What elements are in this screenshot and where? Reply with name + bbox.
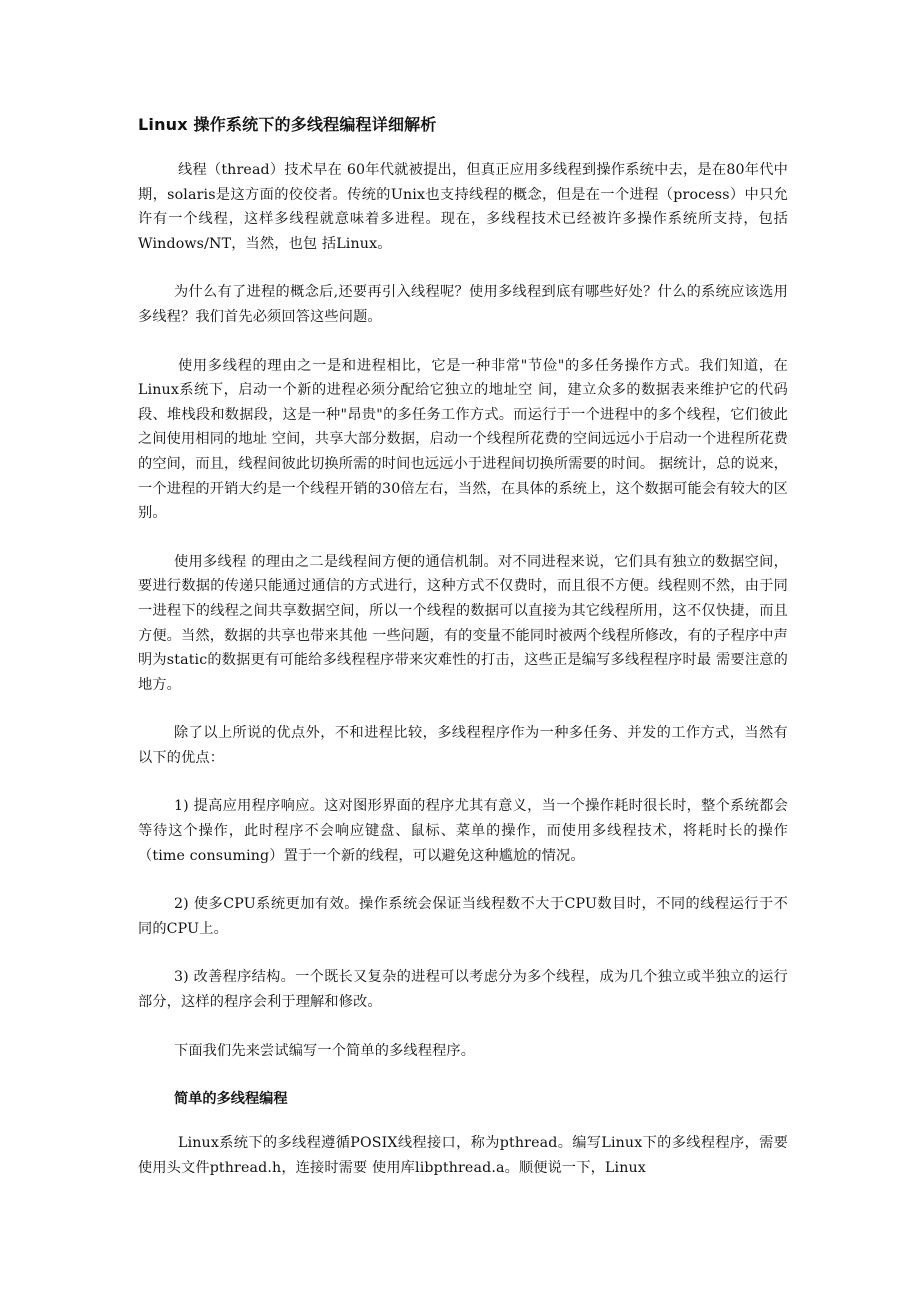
paragraph-intro-example: 下面我们先来尝试编写一个简单的多线程程序。: [174, 1042, 476, 1059]
list-item-program-structure: 3) 改善程序结构。一个既长又复杂的进程可以考虑分为多个线程，成为几个独立或半独立的运行部分，这样的程序会利于理解和修改。: [138, 969, 788, 1011]
paragraph-other-advantages: 除了以上所说的优点外，不和进程比较，多线程程序作为一种多任务、并发的工作方式，当然有以下的优点：: [138, 725, 788, 766]
paragraph-reason-two: 使用多线程 的理由之二是线程间方便的通信机制。对不同进程来说，它们具有独立的数据空间，要进行数据的传递只能通过通信的方式进行，这种方式不仅费时，而且很不方便。线程则不然，由于同一进程下的线程之间共享数据空间，所以一个线程的数据可以直接为其它线程所用，这不仅快捷，而且方便。当然，数据的共享也带来其他 一些问题，有的变量不能同时被两个线程所修改，有的子程序中声明为static的数据更有可能给多线程程序带来灾难性的打击，这些正是编写多线程程序时最 需要注意的地方。: [138, 553, 788, 693]
section-heading: 简单的多线程编程: [174, 1091, 288, 1108]
list-item-responsiveness: 1) 提高应用程序响应。这对图形界面的程序尤其有意义，当一个操作耗时很长时，整个系统都会等待这个操作，此时程序不会响应键盘、鼠标、菜单的操作，而使用多线程技术，将耗时长的操作（time consuming）置于一个新的线程，可以避免这种尴尬的情况。: [138, 798, 788, 864]
paragraph-why-threads: 为什么有了进程的概念后,还要再引入线程呢？使用多线程到底有哪些好处？什么的系统应该选用多线程？我们首先必须回答这些问题。: [138, 284, 788, 325]
paragraph-thread-history: 线程（thread）技术早在 60年代就被提出，但真正应用多线程到操作系统中去，是在80年代中期，solaris是这方面的佼佼者。传统的Unix也支持线程的概念，但是在一个进程（process）中只允许有一个线程，这样多线程就意味着多进程。现在，多线程技术已经被许多操作系统所支持，包括Windows/NT，当然，也包 括Linux。: [138, 162, 788, 252]
document-title: Linux 操作系统下的多线程编程详细解析: [138, 115, 437, 134]
list-item-multi-cpu: 2) 使多CPU系统更加有效。操作系统会保证当线程数不大于CPU数目时，不同的线程运行于不同的CPU上。: [138, 896, 788, 937]
document-page: [138, 112, 788, 1204]
paragraph-reason-one: 使用多线程的理由之一是和进程相比，它是一种非常"节俭"的多任务操作方式。我们知道，在Linux系统下，启动一个新的进程必须分配给它独立的地址空 间，建立众多的数据表来维护它的代码段、堆栈段和数据段，这是一种"昂贵"的多任务工作方式。而运行于一个进程中的多个线程，它们彼此之间使用相同的地址 空间，共享大部分数据，启动一个线程所花费的空间远远小于启动一个进程所花费的空间，而且，线程间彼此切换所需的时间也远远小于进程间切换所需要的时间。 据统计，总的说来，一个进程的开销大约是一个线程开销的30倍左右，当然，在具体的系统上，这个数据可能会有较大的区别。: [138, 357, 788, 522]
paragraph-pthread: Linux系统下的多线程遵循POSIX线程接口，称为pthread。编写Linux下的多线程程序，需要使用头文件pthread.h，连接时需要 使用库libpthread.a。顺便说一下，Linux: [138, 1135, 788, 1176]
